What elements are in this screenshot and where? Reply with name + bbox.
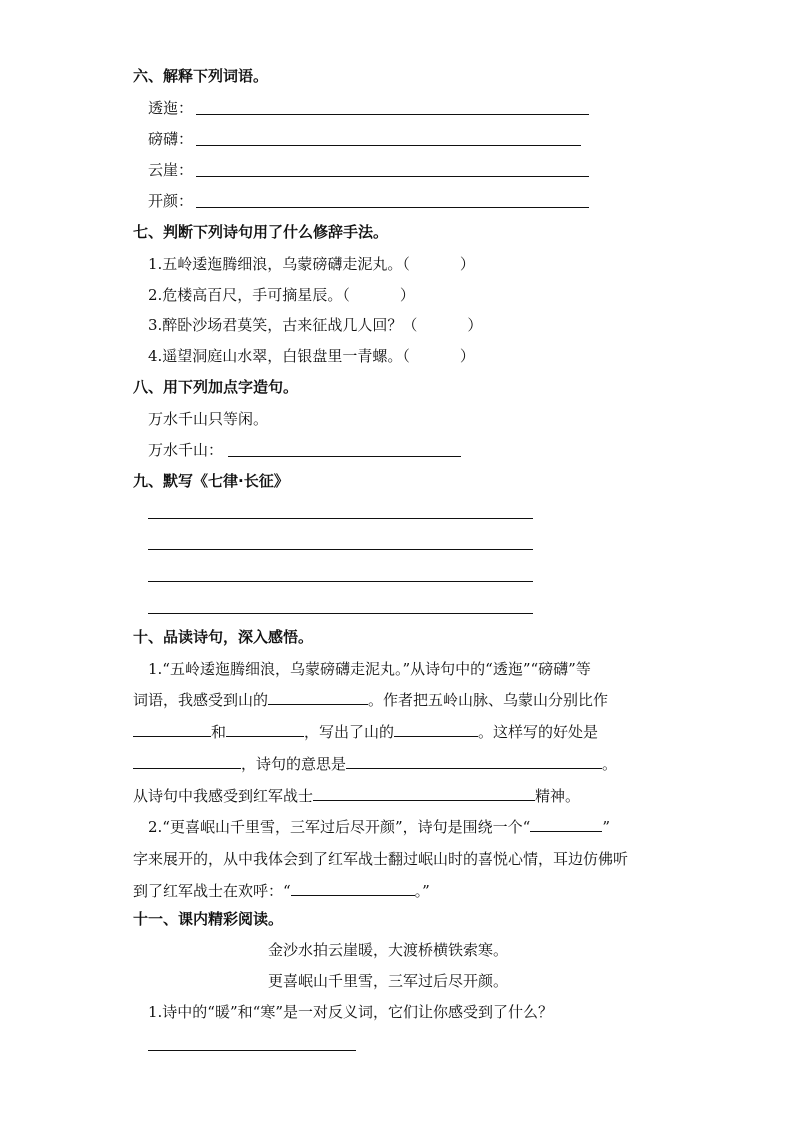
close-paren: ） <box>399 286 415 304</box>
q10-1-c1: 和 <box>211 723 227 741</box>
close-paren: ） <box>459 255 475 273</box>
rhetoric-item-1-text: 1.五岭逶迤腾细浪，乌蒙磅礴走泥丸。（ <box>148 255 410 273</box>
dictation-line-2[interactable] <box>148 549 533 550</box>
rhetoric-item-3 <box>148 315 482 335</box>
sentence-prompt: 万水千山： <box>148 441 224 459</box>
q10-1-line-d <box>133 754 617 774</box>
section-10-heading: 十、品读诗句，深入感悟。 <box>133 628 314 646</box>
q11-1-question: 1.诗中的“暖”和“寒”是一对反义词，它们让你感受到了什么？ <box>148 1003 553 1021</box>
q10-1-e1: 从诗句中我感受到红军战士 <box>133 787 314 805</box>
blank-mountain-trait[interactable] <box>394 722 478 737</box>
q10-1-line-c <box>133 722 598 742</box>
q10-1-d1: ，诗句的意思是 <box>241 755 347 773</box>
q10-1-line-a: 1.“五岭逶迤腾细浪，乌蒙磅礴走泥丸。”从诗句中的“透迤”“磅礴”等 <box>148 660 591 678</box>
blank-benefit[interactable] <box>133 754 241 769</box>
blank-spirit[interactable] <box>313 786 535 801</box>
example-sentence: 万水千山只等闲。 <box>148 410 269 428</box>
term-label-1: 透迤： <box>148 99 194 117</box>
close-paren: ） <box>459 347 475 365</box>
q10-2-line-a <box>148 817 610 837</box>
poem-line-2: 更喜岷山千里雪，三军过后尽开颜。 <box>268 972 509 990</box>
q10-1-d2: 。 <box>602 755 618 773</box>
section-9-heading: 九、默写《七律·长征》 <box>133 472 289 490</box>
q10-1-b2: 。作者把五岭山脉、乌蒙山分别比作 <box>368 691 609 709</box>
q10-2-line-b: 字来展开的，从中我体会到了红军战士翻过岷山时的喜悦心情，耳边仿佛听 <box>133 850 629 868</box>
rhetoric-item-2-text: 2.危楼高百尺，手可摘星辰。（ <box>148 286 350 304</box>
rhetoric-item-4-text: 4.遥望洞庭山水翠，白银盘里一青螺。（ <box>148 347 410 365</box>
q10-1-c2: ，写出了山的 <box>304 723 395 741</box>
q10-1-line-e <box>133 786 580 806</box>
answer-line-4[interactable] <box>196 207 589 208</box>
term-label-4: 开颜： <box>148 192 194 210</box>
answer-line-1[interactable] <box>196 114 589 115</box>
blank-compare-2[interactable] <box>226 722 304 737</box>
q10-1-e2: 精神。 <box>535 787 581 805</box>
q11-1-answer-line[interactable] <box>148 1050 356 1051</box>
section-11-heading: 十一、课内精彩阅读。 <box>133 910 284 928</box>
q10-2-c1: 到了红军战士在欢呼：“ <box>133 882 291 900</box>
q10-1-b1: 词语，我感受到山的 <box>133 691 269 709</box>
section-8-heading: 八、用下列加点字造句。 <box>133 378 299 396</box>
q10-1-c3: 。这样写的好处是 <box>478 723 599 741</box>
section-7-heading: 七、判断下列诗句用了什么修辞手法。 <box>133 223 389 241</box>
poem-line-1: 金沙水拍云崖暖，大渡桥横铁索寒。 <box>268 941 509 959</box>
q10-1-line-b <box>133 690 608 710</box>
close-paren: ） <box>467 316 483 334</box>
answer-line-2[interactable] <box>196 145 581 146</box>
term-label-2: 磅礴： <box>148 130 194 148</box>
blank-compare-1[interactable] <box>133 722 211 737</box>
dictation-line-3[interactable] <box>148 581 533 582</box>
q10-2-a2: ” <box>602 818 610 836</box>
dictation-line-1[interactable] <box>148 518 533 519</box>
blank-key-char[interactable] <box>530 817 602 832</box>
answer-line-3[interactable] <box>196 176 589 177</box>
rhetoric-item-1 <box>148 254 475 274</box>
term-label-3: 云崖： <box>148 161 194 179</box>
q10-2-line-c <box>133 881 430 901</box>
blank-meaning[interactable] <box>346 754 602 769</box>
blank-mountain-feel[interactable] <box>268 690 368 705</box>
section-6-heading: 六、解释下列词语。 <box>133 67 269 85</box>
sentence-answer-line[interactable] <box>228 456 461 457</box>
dictation-line-4[interactable] <box>148 613 533 614</box>
q10-2-c2: 。” <box>414 882 430 900</box>
rhetoric-item-4 <box>148 346 475 366</box>
rhetoric-item-3-text: 3.醉卧沙场君莫笑，古来征战几人回？（ <box>148 316 418 334</box>
q10-2-a1: 2.“更喜岷山千里雪，三军过后尽开颜”，诗句是围绕一个“ <box>148 818 531 836</box>
blank-cheer[interactable] <box>291 881 415 896</box>
rhetoric-item-2 <box>148 285 415 305</box>
